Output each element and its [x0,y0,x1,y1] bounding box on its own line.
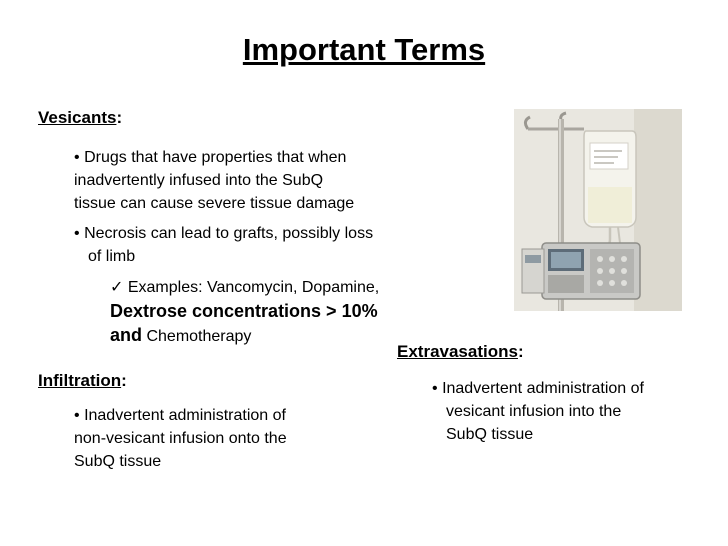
vesicants-bullet-1-line-3: tissue can cause severe tissue damage [74,195,355,212]
extravasations-heading-label: Extravasations [397,342,518,361]
extravasations-heading-colon: : [517,342,524,361]
infiltration-bullet-line-1: Inadvertent administration of [84,407,286,424]
vesicants-heading-colon: : [116,108,123,127]
vesicants-heading [38,108,122,128]
infiltration-heading-colon: : [121,371,127,390]
extravasations-heading [397,342,524,362]
checkmark-icon: ✓ [110,279,124,296]
vesicants-bullet-2-line-2: of limb [88,248,136,265]
vesicants-bullet-1 [74,146,354,215]
infiltration-bullet-line-2: non-vesicant infusion onto the [74,430,287,447]
infiltration-bullet [74,404,287,473]
extravasations-bullet-line-2: vesicant infusion into the [446,403,622,420]
vesicants-bullet-2-line-1: Necrosis can lead to grafts, possibly loss [84,225,374,242]
examples-line-2: Dextrose concentrations > 10% [110,301,378,321]
vesicants-bullet-1-line-2: inadvertently infused into the SubQ [74,172,324,189]
vesicants-bullet-2 [74,222,373,268]
bullet-dot-icon: • [432,380,438,397]
bullet-dot-icon: • [74,149,80,166]
vesicants-bullet-1-line-1: Drugs that have properties that when [84,149,347,166]
bullet-dot-icon: • [74,225,80,242]
iv-pole-illustration [514,109,682,311]
infiltration-heading [38,371,127,391]
examples-line-1: Examples: Vancomycin, Dopamine, [127,279,380,296]
examples-line-3-bold: and [110,325,143,345]
iv-pole-infusion-pump-photo [514,109,682,311]
page-title: Important Terms [242,32,486,67]
bullet-dot-icon: • [74,407,80,424]
examples-line-3-rest: Chemotherapy [142,328,252,345]
extravasations-bullet-line-3: SubQ tissue [446,426,534,443]
infiltration-bullet-line-3: SubQ tissue [74,453,162,470]
extravasations-bullet [432,377,644,446]
vesicants-examples [110,276,379,348]
extravasations-bullet-line-1: Inadvertent administration of [442,380,644,397]
infiltration-heading-label: Infiltration [38,371,122,390]
vesicants-heading-label: Vesicants [38,108,117,127]
